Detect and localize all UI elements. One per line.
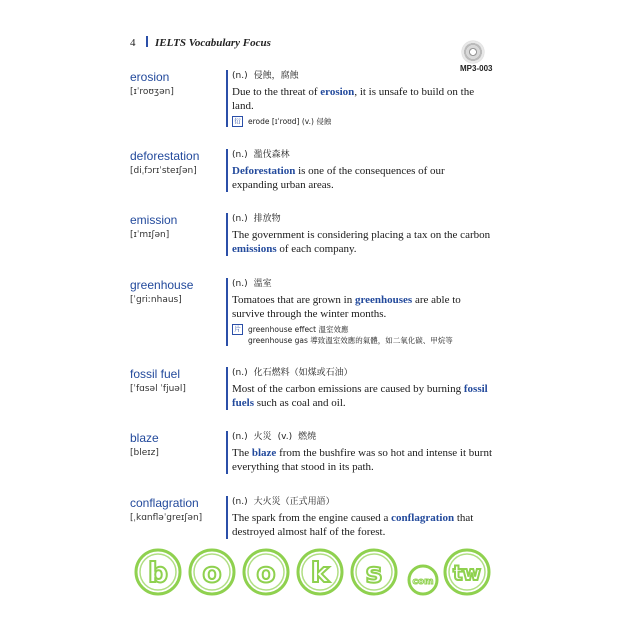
example-keyword: emissions xyxy=(232,243,277,255)
example-keyword: Deforestation xyxy=(232,165,296,177)
watermark-letter: b xyxy=(147,556,169,589)
example-keyword: conflagration xyxy=(391,512,455,524)
part-of-speech: (n.) xyxy=(232,432,248,442)
page-header xyxy=(130,36,271,49)
phonetic: [ˌkɑnfləˈgreɪʃən] xyxy=(130,513,203,523)
watermark-letter: o xyxy=(256,556,276,589)
example-keyword: blaze xyxy=(251,447,277,459)
part-of-speech: (n.) xyxy=(232,214,248,224)
headword: greenhouse xyxy=(130,278,194,292)
mp3-track-label: MP3-003 xyxy=(460,64,493,73)
example-sentence: Tomatoes that are grown in greenhouses are able to survive through the winter months. xyxy=(232,294,461,320)
meaning-2: 燃燒 xyxy=(298,432,317,442)
meaning: 濫伐森林 xyxy=(253,150,290,160)
phonetic: [ˈfɑsəl ˈfjuəl] xyxy=(130,384,186,394)
headword: erosion xyxy=(130,70,170,84)
part-of-speech: (n.) xyxy=(232,497,248,507)
meaning: 化石燃料（如煤或石油） xyxy=(253,368,353,378)
phonetic: [ɪˈmɪʃən] xyxy=(130,230,170,240)
example-sentence: The blaze from the bushfire was so hot and intense it burnt everything that stood in its path. xyxy=(232,447,492,473)
watermark-suffix-tw: tw xyxy=(452,561,482,585)
example-sentence: Deforestation is one of the consequences of our expanding urban areas. xyxy=(232,165,445,191)
book-title: IELTS Vocabulary Focus xyxy=(155,37,271,49)
part-of-speech: (n.) xyxy=(232,150,248,160)
meaning: 溫室 xyxy=(253,279,272,289)
meaning: 排放物 xyxy=(253,214,281,224)
meaning: 大火災（正式用語） xyxy=(253,497,335,507)
definition-column xyxy=(226,149,492,192)
watermark-suffix-com: com xyxy=(412,577,434,587)
example-sentence: The spark from the engine caused a conflagration that destroyed almost half of the forest. xyxy=(232,512,474,538)
part-of-speech: (n.) xyxy=(232,368,248,378)
part-of-speech: (n.) xyxy=(232,71,248,81)
header-divider xyxy=(146,36,148,47)
meaning: 侵蝕，腐蝕 xyxy=(253,71,299,81)
books-com-tw-watermark xyxy=(134,547,494,597)
derivation-note: 衍 erode [ɪˈroʊd] (v.) 侵蝕 xyxy=(232,116,492,127)
headword: conflagration xyxy=(130,496,199,510)
watermark-letter: k xyxy=(310,556,330,589)
headword: fossil fuel xyxy=(130,367,181,381)
definition-column xyxy=(226,213,492,256)
example-keyword: erosion xyxy=(320,86,355,98)
part-of-speech: (n.) xyxy=(232,279,248,289)
cd-icon[interactable] xyxy=(462,41,484,63)
example-sentence: The government is considering placing a tax on the carbon emissions of each company. xyxy=(232,229,491,255)
headword: emission xyxy=(130,213,178,227)
headword: blaze xyxy=(130,431,159,445)
phonetic: [diˌfɔrɪˈsteɪʃən] xyxy=(130,166,197,176)
example-keyword: greenhouses xyxy=(354,294,413,306)
phrase-note: 片 greenhouse effect 溫室效應 greenhouse gas 導致溫室效應的氣體，如二氧化碳、甲烷等 xyxy=(232,324,492,346)
definition-column xyxy=(226,367,492,410)
definition-column xyxy=(226,278,492,346)
note-tag-icon: 衍 xyxy=(232,116,243,127)
headword: deforestation xyxy=(130,149,200,163)
phonetic: [ɪˈroʊʒən] xyxy=(130,87,174,97)
part-of-speech-2: (v.) xyxy=(277,432,293,442)
phonetic: [bleɪz] xyxy=(130,448,159,458)
phonetic: [ˈgriːnhaus] xyxy=(130,295,182,305)
meaning: 火災 xyxy=(253,432,272,442)
definition-column xyxy=(226,431,492,474)
watermark-letter: o xyxy=(202,556,222,589)
example-sentence: Due to the threat of erosion, it is unsafe to build on the land. xyxy=(232,86,475,112)
watermark-letter: s xyxy=(365,556,383,589)
example-sentence: Most of the carbon emissions are caused by burning fossil fuels such as coal and oil. xyxy=(232,383,488,409)
page-number: 4 xyxy=(130,37,136,49)
example-keyword: fossil fuels xyxy=(232,383,488,409)
definition-column xyxy=(226,496,492,539)
note-tag-icon: 片 xyxy=(232,324,243,335)
definition-column xyxy=(226,70,492,127)
